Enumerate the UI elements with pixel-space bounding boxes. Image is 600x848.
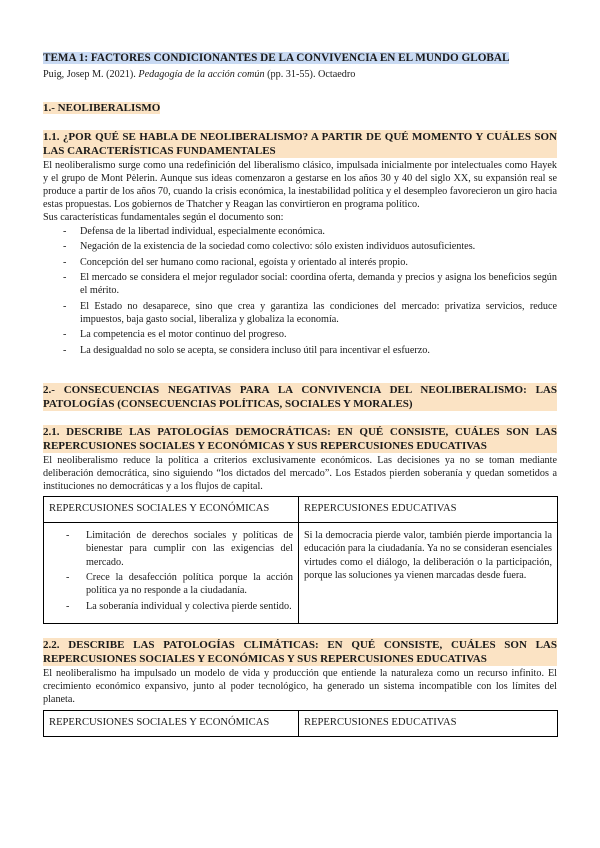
list-item: - El Estado no desaparece, sino que crea y garantiza las condiciones del mercado: privatiza servicios, reduce impuestos, baja gasto social, liberaliza y globaliza la economía.	[43, 300, 557, 326]
table-climate-pathologies	[43, 710, 558, 737]
list-item: - La competencia es el motor continuo del progreso.	[43, 328, 557, 341]
list-item: - Negación de la existencia de la sociedad como colectivo: sólo existen individuos autosuficientes.	[43, 240, 557, 253]
list-item: - La desigualdad no solo se acepta, se considera incluso útil para incentivar el esfuerzo.	[43, 344, 557, 357]
cell-social-repercussions	[44, 523, 299, 624]
book-title: Pedagogía de la acción común	[138, 69, 265, 80]
reference: Puig, Josep M. (2021). Pedagogía de la acción común (pp. 31-55). Octaedro	[43, 69, 356, 80]
list-item: - Crece la desafección política porque la acción política ya no responde a la ciudadanía.	[49, 571, 293, 597]
characteristics-list	[43, 225, 557, 357]
section2-heading: 2.- CONSECUENCIAS NEGATIVAS PARA LA CONVIVENCIA DEL NEOLIBERALISMO: LAS PATOLOGÍAS (CONSECUENCIAS POLÍTICAS, SOCIALES Y MORALES)	[43, 383, 557, 410]
table-header-educational: REPERCUSIONES EDUCATIVAS	[299, 710, 558, 736]
list-item: - El mercado se considera el mejor regulador social: coordina oferta, demanda y precios y asigna los beneficios según el mérito.	[43, 271, 557, 297]
question-2-2: 2.2. DESCRIBE LAS PATOLOGÍAS CLIMÁTICAS: EN QUÉ CONSISTE, CUÁLES SON LAS REPERCUSIONES SOCIALES Y ECONÓMICAS Y SUS REPERCUSIONES EDUCATIVAS	[43, 638, 557, 665]
list-item: - Limitación de derechos sociales y políticas de bienestar para cumplir con las exigencias del mercado.	[49, 529, 293, 569]
section1-heading: 1.- NEOLIBERALISMO	[43, 102, 161, 114]
list-item: - La soberanía individual y colectiva pierde sentido.	[49, 600, 293, 613]
table-header-social: REPERCUSIONES SOCIALES Y ECONÓMICAS	[44, 710, 299, 736]
document-page	[43, 48, 557, 737]
list-item: - Concepción del ser humano como racional, egoísta y orientado al interés propio.	[43, 256, 557, 269]
document-title: TEMA 1: FACTORES CONDICIONANTES DE LA CONVIVENCIA EN EL MUNDO GLOBAL	[43, 52, 510, 64]
question-1-1: 1.1. ¿POR QUÉ SE HABLA DE NEOLIBERALISMO? A PARTIR DE QUÉ MOMENTO Y CUÁLES SON LAS CARACTERÍSTICAS FUNDAMENTALES	[43, 131, 557, 157]
paragraph-1-1: El neoliberalismo surge como una redefinición del liberalismo clásico, impulsada inicialmente por intelectuales como Hayek y el grupo de Mont Pèlerin. Aunque sus ideas comenzaron a gestarse en los años 30 y 40 del siglo XX, su expansión real se produce a partir de los años 70, cuando la crisis económica, la inestabilidad política y el desempleo favorecieron un giro hacia estas propuestas. Los gobiernos de Thatcher y Reagan las convirtieron en programa político.	[43, 160, 557, 210]
cell-educational-repercussions: Si la democracia pierde valor, también pierde importancia la educación para la ciudadanía. Ya no se consideran esenciales virtudes como el diálogo, la deliberación o la participación, porque las soluciones ya vienen marcadas desde fuera.	[299, 523, 558, 624]
paragraph-2-1: El neoliberalismo reduce la política a criterios exclusivamente económicos. Las decisiones ya no se toman mediante deliberación democrática, sino siguiendo “los dictados del mercado”. Los Estados pierden soberanía y quedan sometidos a instituciones no democráticas y a los flujos de capital.	[43, 454, 557, 492]
question-2-1: 2.1. DESCRIBE LAS PATOLOGÍAS DEMOCRÁTICAS: EN QUÉ CONSISTE, CUÁLES SON LAS REPERCUSIONES SOCIALES Y ECONÓMICAS Y SUS REPERCUSIONES EDUCATIVAS	[43, 425, 557, 452]
list-intro: Sus características fundamentales según el documento son:	[43, 212, 284, 223]
table-header-social: REPERCUSIONES SOCIALES Y ECONÓMICAS	[44, 496, 299, 522]
table-democratic-pathologies	[43, 496, 558, 624]
list-item: - Defensa de la libertad individual, especialmente económica.	[43, 225, 557, 238]
table-header-educational: REPERCUSIONES EDUCATIVAS	[299, 496, 558, 522]
paragraph-2-2: El neoliberalismo ha impulsado un modelo de vida y producción que entiende la naturaleza como un recurso infinito. El crecimiento económico expansivo, junto al poder tecnológico, ha generado un sistema incompatible con los límites del planeta.	[43, 667, 557, 705]
